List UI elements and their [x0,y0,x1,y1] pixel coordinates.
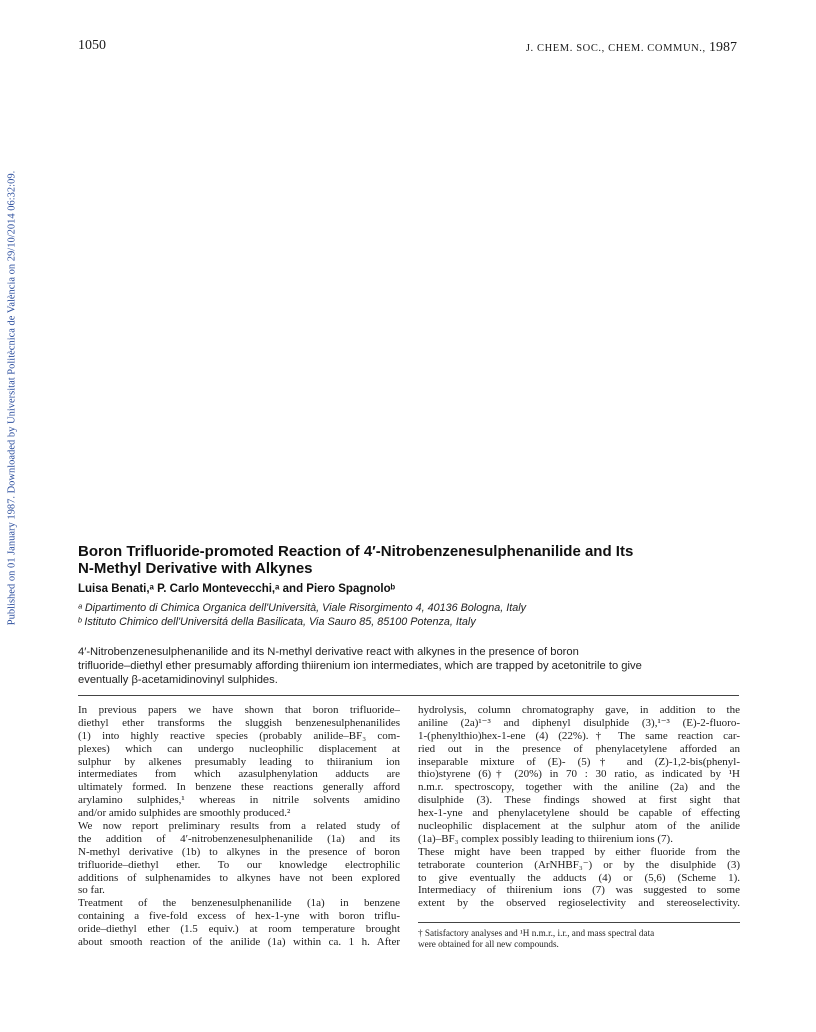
text-line: These might have been trapped by either fluoride from the [418,845,740,858]
text-line: diethyl ether transforms the sluggish benzenesulphenanilides [78,716,400,729]
text-line: thio)styrene (6)† (20%) in 70 : 30 ratio, as indicated by ¹H [418,768,740,781]
text-line: sulphur by alkenes presumably leading to thiiranium ion [78,755,400,768]
text-line: so far. [78,884,105,897]
text-line: tetraborate counterion (ArNHBF₃⁻) or by the disulphide (3) [418,858,740,871]
text-line: ried out in the presence of phenylacetylene afforded an [418,742,740,755]
title-line-1: Boron Trifluoride-promoted Reaction of 4′-Nitrobenzenesulphenanilide and Its [78,543,634,560]
text-line: hydrolysis, column chromatography gave, in addition to the [418,704,740,716]
journal-name: J. CHEM. SOC., CHEM. COMMUN., [525,43,706,54]
text-line: inseparable mixture of (E)- (5)† and (Z)-1,2-bis(phenyl- [418,755,740,768]
text-line: the addition of 4′-nitrobenzenesulphenanilide (1a) and its [78,832,400,845]
text-line: intermediates from which azasulphenylation adducts are [78,768,400,781]
text-line: N-methyl derivative (1b) to alkynes in the presence of boron [78,845,400,858]
footnote [418,928,740,951]
title-line-2: N-Methyl Derivative with Alkynes [78,560,313,577]
journal-year: 1987 [709,40,737,55]
author-list: Luisa Benati,ᵃ P. Carlo Montevecchi,ᵃ and Piero Spagnoloᵇ [78,583,396,595]
text-line: Treatment of the benzenesulphenanilide (1a) in benzene [78,897,400,910]
text-line: additions of sulphenamides to alkynes have not been explored [78,871,400,884]
footnote-divider [418,922,740,923]
text-line: hex-1-yne and phenylacetylene should be capable of effecting [418,807,740,820]
abstract-line: 4′-Nitrobenzenesulphenanilide and its N-methyl derivative react with alkynes in the presence of boron [78,646,579,658]
text-line: containing a five-fold excess of hex-1-yne with boron triflu- [78,910,400,923]
text-line: Intermediacy of thiirenium ions (7) was suggested to some [418,884,740,897]
text-line: and/or amido sulphides are smoothly produced.² [78,807,291,820]
journal-header [526,40,737,56]
download-sidebar [2,160,22,635]
text-line: to give eventually the adducts (4) or (5,6) (Scheme 1). [418,871,740,884]
text-line: trifluoride–diethyl ether. To our knowledge electrophilic [78,858,400,871]
text-line: (1) into highly reactive species (probably anilide–BF₃ com- [78,729,400,742]
abstract-divider [78,695,739,696]
text-line: extent by the observed regioselectivity and stereoselectivity. [418,897,740,910]
text-line: 1-(phenylthio)hex-1-ene (4) (22%).† The same reaction car- [418,729,740,742]
text-line: aniline (2a)¹⁻³ and diphenyl disulphide (3),¹⁻³ (E)-2-fluoro- [418,716,740,729]
footnote-line: were obtained for all new compounds. [418,939,559,950]
text-line: about smooth reaction of the anilide (1a) within ca. 1 h. After [78,936,400,949]
text-line: (1a)–BF₃ complex possibly leading to thiirenium ions (7). [418,832,673,845]
abstract-line: eventually β-acetamidinovinyl sulphides. [78,674,278,687]
text-line: arylamino sulphides,¹ whereas in nitrile solvents amidino [78,794,400,807]
body-column-right [418,704,740,910]
affiliation-b: ᵇ Istituto Chimico dell'Universitá della Basilicata, Via Sauro 85, 85100 Potenza, Italy [78,616,476,628]
footnote-line: † Satisfactory analyses and ¹H n.m.r., i.r., and mass spectral data [418,928,655,938]
text-line: ultimately formed. In benzene these reactions generally afford [78,781,400,794]
affiliation-a: ᵃ Dipartimento di Chimica Organica dell'Università, Viale Risorgimento 4, 40136 Bologna, Italy [78,602,527,614]
download-note[interactable]: Published on 01 January 1987. Downloaded by Universitat Politècnica de València on 29/10/2014 06:32:09. [6,170,18,625]
page-number: 1050 [78,38,106,53]
text-line: oride–diethyl ether (1.5 equiv.) at room temperature brought [78,923,400,936]
text-line: n.m.r. spectroscopy, together with the aniline (2a) and the [418,781,740,794]
body-column-left [78,704,400,949]
text-line: We now report preliminary results from a related study of [78,820,400,833]
text-line: plexes) which can undergo nucleophilic displacement at [78,742,400,755]
abstract-line: trifluoride–diethyl ether presumably affording thiirenium ion intermediates, which are trapped by acetonitrile to give [78,660,642,673]
article-title [78,543,748,577]
text-line: disulphide (3). These findings showed at first sight that [418,794,740,807]
text-line: In previous papers we have shown that boron trifluoride– [78,704,400,716]
text-line: nucleophilic displacement at the sulphur atom of the anilide [418,820,740,833]
abstract [78,645,748,688]
